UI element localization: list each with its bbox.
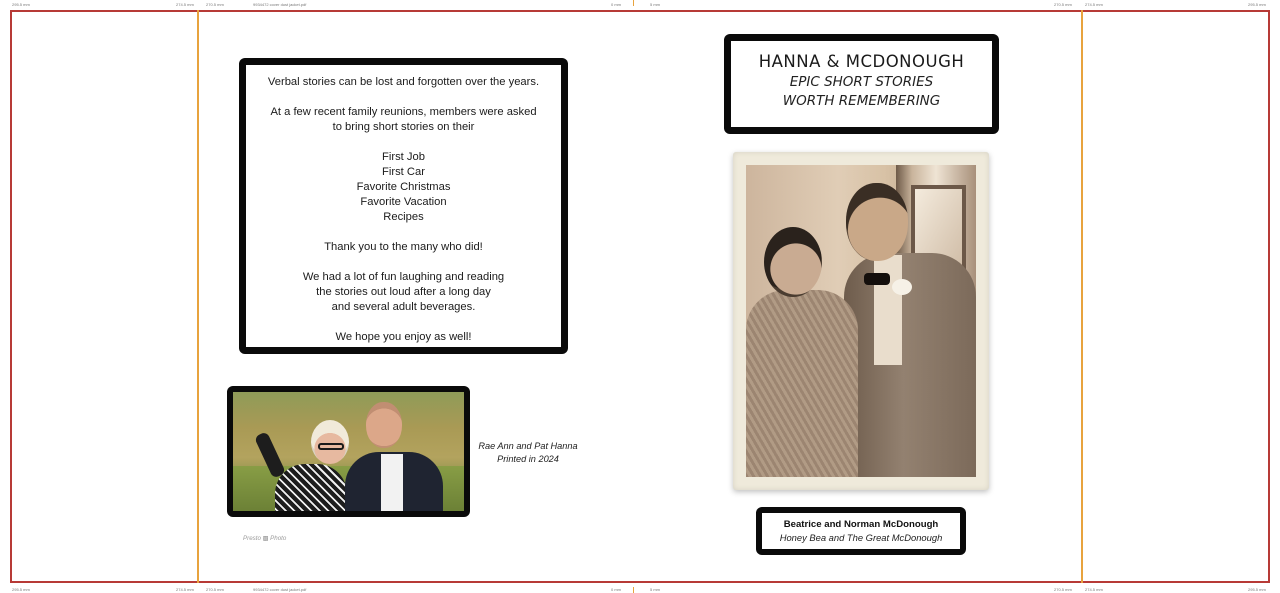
ruler-label: 274.5 mm bbox=[176, 587, 194, 592]
publisher-mark: Presto ▩ Photo bbox=[243, 535, 287, 542]
vintage-portrait-photo bbox=[746, 165, 976, 477]
story-line: Verbal stories can be lost and forgotten over the years. bbox=[267, 76, 540, 88]
book-title: HANNA & MCDONOUGH bbox=[758, 52, 965, 71]
top-ruler bbox=[0, 0, 1280, 9]
story-line: the stories out loud after a long day bbox=[316, 286, 491, 298]
ruler-label: 270.5 mm bbox=[1054, 2, 1072, 7]
story-topic: Favorite Christmas bbox=[356, 181, 451, 193]
story-line: and several adult beverages. bbox=[331, 301, 476, 313]
ruler-label: 270.5 mm bbox=[1054, 587, 1072, 592]
story-line: We had a lot of fun laughing and reading bbox=[302, 271, 505, 283]
author-photo bbox=[228, 387, 469, 516]
ruler-label: 274.5 mm bbox=[1085, 2, 1103, 7]
back-cover-story-box bbox=[240, 59, 567, 353]
spine-tick-top bbox=[633, 0, 634, 6]
ruler-label: 295.5 mm bbox=[12, 2, 30, 7]
ruler-label: 295.5 mm bbox=[12, 587, 30, 592]
portrait-names: Beatrice and Norman McDonough bbox=[783, 519, 939, 530]
story-topic: First Job bbox=[382, 151, 425, 163]
spine-tick-bottom bbox=[633, 587, 634, 593]
bottom-ruler bbox=[0, 585, 1280, 593]
ruler-label: 274.5 mm bbox=[1085, 587, 1103, 592]
flap-fold-right bbox=[1081, 10, 1083, 583]
ruler-label: 9934472 cover dust jacket.pdf bbox=[253, 2, 307, 7]
ruler-label: 274.5 mm bbox=[176, 2, 194, 7]
portrait-caption-box bbox=[757, 508, 965, 554]
story-line: At a few recent family reunions, members were asked bbox=[270, 106, 537, 118]
story-line: We hope you enjoy as well! bbox=[335, 331, 472, 343]
ruler-label: 5 mm bbox=[650, 2, 660, 7]
front-title-box bbox=[725, 35, 998, 133]
ruler-label: 295.5 mm bbox=[1248, 587, 1266, 592]
ruler-label: 270.5 mm bbox=[206, 2, 224, 7]
story-topic: Favorite Vacation bbox=[360, 196, 447, 208]
book-subtitle-line2: WORTH REMEMBERING bbox=[782, 93, 941, 109]
ruler-label: 270.5 mm bbox=[206, 587, 224, 592]
story-topic: Recipes bbox=[383, 211, 424, 223]
portrait-nicknames: Honey Bea and The Great McDonough bbox=[779, 532, 943, 543]
vintage-portrait-frame bbox=[733, 152, 989, 490]
book-subtitle-line1: EPIC SHORT STORIES bbox=[789, 74, 934, 90]
author-names: Rae Ann and Pat Hanna bbox=[478, 441, 578, 451]
author-photo-caption bbox=[468, 440, 588, 466]
ruler-label: 5 mm bbox=[650, 587, 660, 592]
ruler-label: 295.5 mm bbox=[1248, 2, 1266, 7]
story-line: to bring short stories on their bbox=[332, 121, 475, 133]
ruler-label: 0 mm bbox=[611, 587, 621, 592]
print-year: Printed in 2024 bbox=[497, 454, 559, 464]
flap-fold-left bbox=[197, 10, 199, 583]
ruler-label: 9934472 cover dust jacket.pdf bbox=[253, 587, 307, 592]
story-topic: First Car bbox=[382, 166, 425, 178]
story-line: Thank you to the many who did! bbox=[324, 241, 483, 253]
ruler-label: 0 mm bbox=[611, 2, 621, 7]
